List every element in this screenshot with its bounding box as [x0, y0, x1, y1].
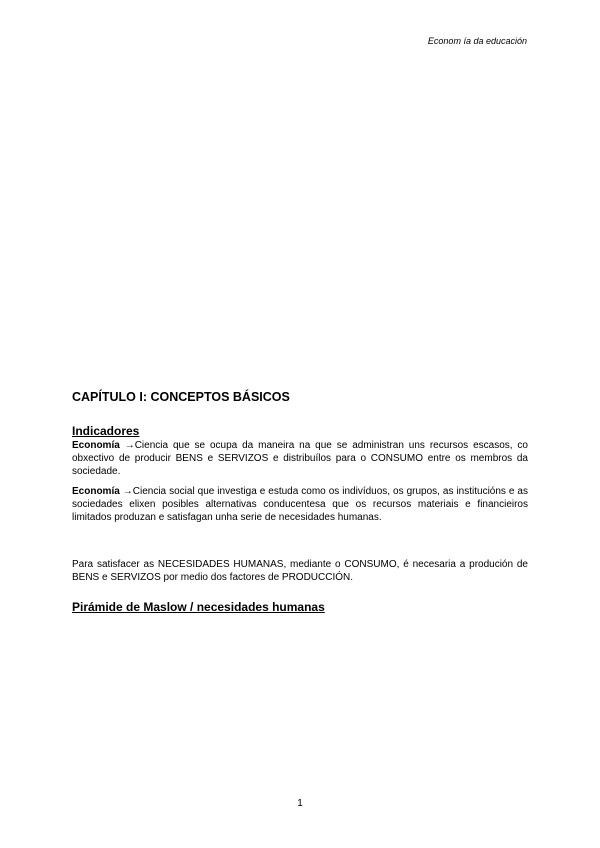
definition-paragraph-2: [72, 485, 528, 524]
section-heading-indicadores: Indicadores: [72, 424, 140, 438]
definition-term: Economía: [72, 486, 120, 497]
definition-paragraph-1: [72, 439, 528, 478]
body-paragraph: Para satisfacer as NECESIDADES HUMANAS, mediante o CONSUMO, é necesaria a produción de BENS e SERVIZOS por medio dos factores de PRODUCCIÓN.: [72, 559, 528, 583]
definition-text: →Ciencia que se ocupa da maneira na que se administran uns recursos escasos, co obxectivo de producir BENS e SERVIZOS e distribuílos para o CONSUMO entre os membros da sociedade.: [72, 440, 528, 477]
page-number: 1: [297, 798, 303, 809]
chapter-title: CAPÍTULO I: CONCEPTOS BÁSICOS: [72, 390, 290, 404]
definition-text: →Ciencia social que investiga e estuda como os indivíduos, os grupos, as institucións e as sociedades elixen posibles alternativas conducentesa que os recursos materiais e financieiros limitados produzan e satisfagan unha serie de necesidades humanas.: [72, 486, 528, 523]
definition-term: Economía: [72, 440, 120, 451]
section-heading-maslow: Pirámide de Maslow / necesidades humanas: [72, 600, 325, 614]
running-header: Econom ía da educación: [427, 36, 527, 46]
